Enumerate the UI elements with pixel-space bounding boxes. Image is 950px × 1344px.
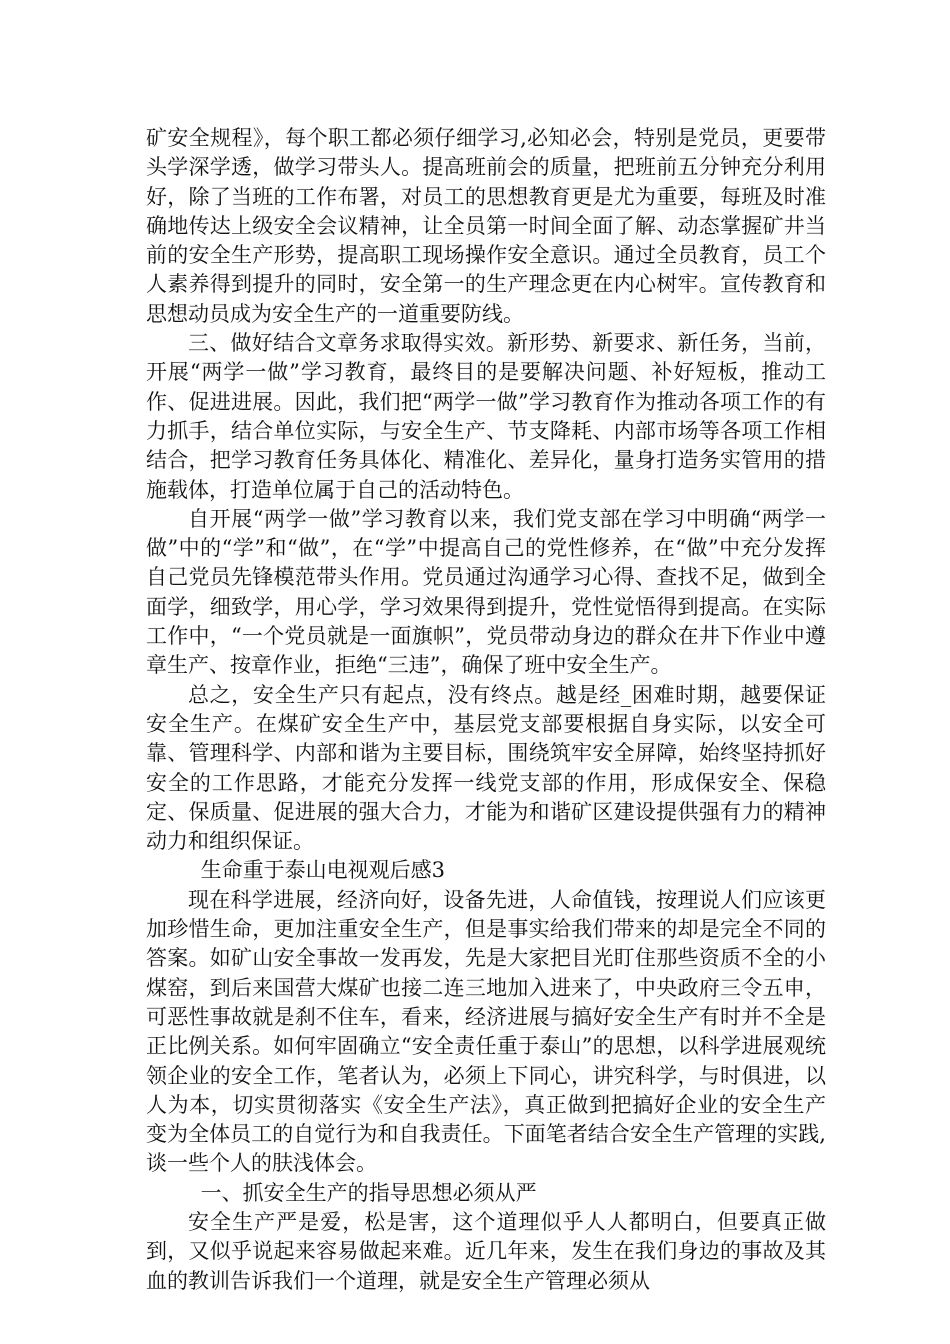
paragraph-intro: 现在科学进展，经济向好，设备先进，人命值钱，按理说人们应该更加珍惜生命，更加注重安全生产，但是事实给我们带来的却是完全不同的答案。如矿山安全事故一发再发，先是大家把目光盯住那些资质不全的小煤窑，到后来国营大煤矿也接二连三地加入进来了，中央政府三令五申，可恶性事故就是刹不住车，看来，经济进展与搞好安全生产有时并不全是正比例关系。如何牢固确立“安全责任重于泰山”的思想，以科学进展观统领企业的安全工作，笔者认为，必须上下同心，讲究科学，与时俱进，以人为本，切实贯彻落实《安全生产法》，真正做到把搞好企业的安全生产变为全体员工的自觉行为和自我责任。下面笔者结合安全生产管理的实践,谈一些个人的肤浅体会。 [146,887,826,1176]
paragraph-section-three: 三、做好结合文章务求取得实效。新形势、新要求、新任务，当前，开展“两学一做”学习教育，最终目的是要解决问题、补好短板，推动工作、促进进展。因此，我们把“两学一做”学习教育作为推动各项工作的有力抓手，结合单位实际，与安全生产、节支降耗、内部市场等各项工作相结合，把学习教育任务具体化、精准化、差异化，量身打造务实管用的措施载体，打造单位属于自己的活动特色。 [146,331,826,502]
paragraph-strictness: 安全生产严是爱，松是害，这个道理似乎人人都明白，但要真正做到，又似乎说起来容易做起来难。近几年来，发生在我们身边的事故及其血的教训告诉我们一个道理，就是安全生产管理必须从 [146,1209,826,1293]
section-heading-one: 一、抓安全生产的指导思想必须从严 [200,1180,537,1205]
essay-title: 生命重于泰山电视观后感3 [200,858,445,883]
paragraph-two-studies-one-action: 自开展“两学一做”学习教育以来，我们党支部在学习中明确“两学一做”中的“学”和“做”，在“学”中提高自己的党性修养，在“做”中充分发挥自己党员先锋模范带头作用。党员通过沟通学习心得、查找不足，做到全面学，细致学，用心学，学习效果得到提升，党性觉悟得到提高。在实际工作中，“一个党员就是一面旗帜”，党员带动身边的群众在井下作业中遵章生产、按章作业，拒绝“三违”，确保了班中安全生产。 [146,506,826,678]
document-body [146,124,826,1296]
paragraph-conclusion: 总之，安全生产只有起点，没有终点。越是经_困难时期，越要保证安全生产。在煤矿安全生产中，基层党支部要根据自身实际，以安全可靠、管理科学、内部和谐为主要目标，围绕筑牢安全屏障，始终坚持抓好安全的工作思路，才能充分发挥一线党支部的作用，形成保安全、保稳定、保质量、促进展的强大合力，才能为和谐矿区建设提供强有力的精神动力和组织保证。 [146,682,826,854]
paragraph-safety-rules-education: 矿安全规程》，每个职工都必须仔细学习,必知必会，特别是党员，更要带头学深学透，做学习带头人。提高班前会的质量，把班前五分钟充分利用好，除了当班的工作布署，对员工的思想教育更是尤为重要，每班及时准确地传达上级安全会议精神，让全员第一时间全面了解、动态掌握矿井当前的安全生产形势，提高职工现场操作安全意识。通过全员教育，员工个人素养得到提升的同时，安全第一的生产理念更在内心树牢。宣传教育和思想动员成为安全生产的一道重要防线。 [146,126,826,326]
